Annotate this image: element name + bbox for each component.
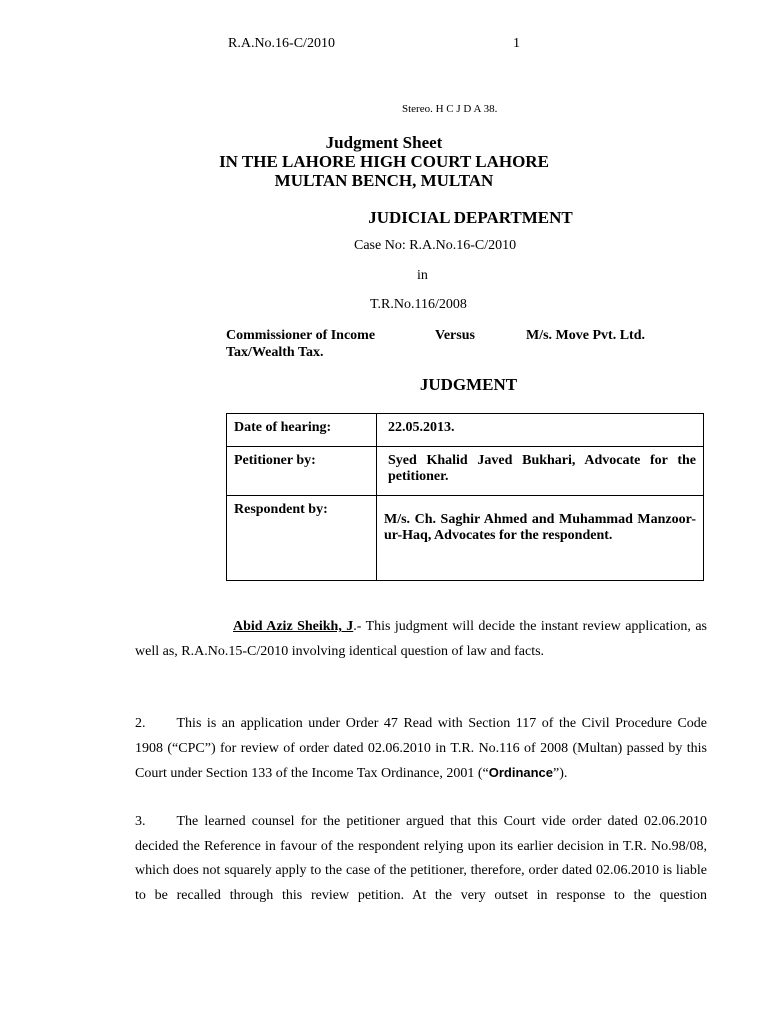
paragraph-2-text: This is an application under Order 47 Read with Section 117 of the Civil Procedure Code 1908 (“CPC”) for review of order dated 02.06.2010 in T.R. No.116 of 2008 (Multan) passed by this Court under Section 133 of the Income Tax Ordinance, 2001 (“ [135,716,707,781]
judgment-sheet-title: Judgment Sheet [325,133,443,152]
header-page-number: 1 [513,36,520,51]
petitioner-name-line1: Commissioner of Income [226,328,376,343]
department-title: JUDICIAL DEPARTMENT [368,208,573,227]
ordinance-term: Ordinance [488,765,554,780]
petitioner-by-label: Petitioner by: [227,447,377,496]
tr-number: T.R.No.116/2008 [370,297,467,312]
paragraph-3-number: 3. [135,814,146,829]
hearing-info-table [226,413,704,581]
table-row [227,447,704,496]
court-title: IN THE LAHORE HIGH COURT LAHORE [219,152,549,171]
case-number: Case No: R.A.No.16-C/2010 [354,238,517,253]
judgment-heading: JUDGMENT [419,375,518,394]
judge-name: Abid Aziz Sheikh, J [233,619,354,634]
bench-title: MULTAN BENCH, MULTAN [274,171,494,190]
table-row [227,496,704,581]
date-of-hearing-label: Date of hearing: [227,414,377,447]
respondent-name: M/s. Move Pvt. Ltd. [526,328,645,343]
paragraph-3 [135,810,707,908]
paragraph-1-text: .- This judgment will decide the instant review application, as well as, R.A.No.15-C/2010 involving identical question of law and facts. [135,619,707,659]
paragraph-3-text: The learned counsel for the petitioner argued that this Court vide order dated 02.06.2010 decided the Reference in favour of the respondent relying upon its earlier decision in T.R. No.98/08, which does not squarely apply to the case of the petitioner, therefore, order dated 02.06.2010 is liable to be recalled through this review petition. At the very outset in response to the question [135,814,707,903]
paragraph-1 [135,615,707,664]
versus-label: Versus [435,328,475,343]
case-in: in [417,268,428,283]
header-case-ref: R.A.No.16-C/2010 [228,36,335,51]
date-of-hearing-value: 22.05.2013. [377,414,704,447]
paragraph-2-close: ”). [553,766,568,781]
petitioner-name-line2: Tax/Wealth Tax. [226,345,324,360]
petitioner-by-value: Syed Khalid Javed Bukhari, Advocate for the petitioner. [377,447,704,496]
respondent-by-label: Respondent by: [227,496,377,581]
paragraph-2 [135,712,707,787]
paragraph-2-number: 2. [135,716,146,731]
respondent-by-value: M/s. Ch. Saghir Ahmed and Muhammad Manzoor-ur-Haq, Advocates for the respondent. [377,496,704,581]
stereo-code: Stereo. H C J D A 38. [402,103,498,115]
table-row [227,414,704,447]
